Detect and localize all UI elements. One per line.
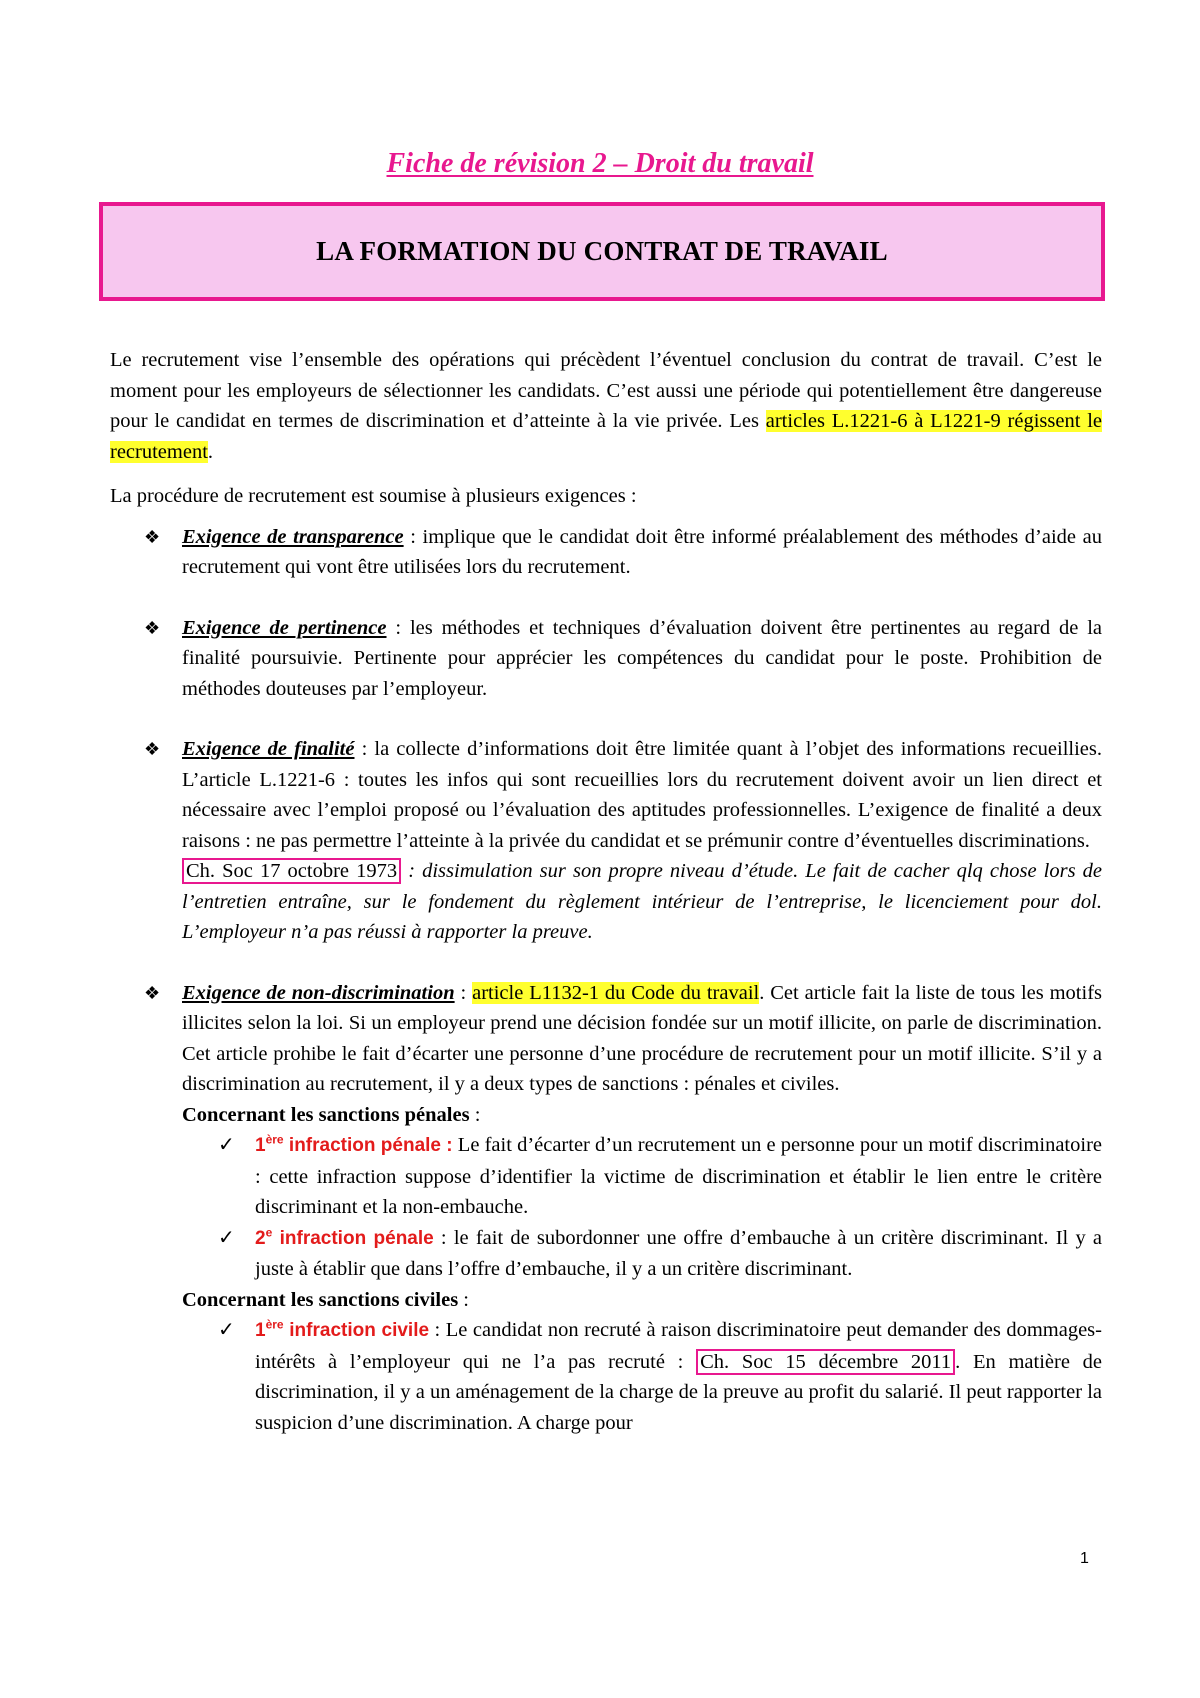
infraction-text-after: . En matière de discrimination, il y a un aménagement de la charge de la preuve au profit du salarié. Il peut rapporter la suspicion d’une discrimination. A charge pour: [255, 1350, 1102, 1434]
infraction-label: [255, 1132, 453, 1156]
civiles-heading-text: Concernant les sanctions civiles: [182, 1288, 459, 1311]
infraction-text: : le fait de subordonner une offre d’embauche à un critère discriminant. Il y a juste à établir que dans l’offre d’embauche, il y a un critère discriminant.: [255, 1226, 1103, 1280]
penales-heading-text: Concernant les sanctions pénales: [182, 1103, 470, 1126]
bullet-text: : les méthodes et techniques d’évaluation doivent être pertinentes au regard de la finalité poursuivie. Pertinente pour apprécier les compétences du candidat pour le poste. Prohibition de méthodes douteuses par l’employeur.: [182, 616, 1102, 700]
page-number: 1: [1080, 1550, 1089, 1567]
case-reference: Ch. Soc 17 octobre 1973: [182, 858, 401, 884]
banner-title: LA FORMATION DU CONTRAT DE TRAVAIL: [316, 236, 888, 266]
civile-item-1: [110, 1315, 1102, 1438]
infraction-label: [255, 1225, 434, 1249]
infraction-sup: ère: [265, 1132, 284, 1147]
intro-end: .: [207, 440, 214, 463]
bullet-sep: :: [454, 981, 473, 1004]
bullet-text: : la collecte d’informations doit être limitée quant à l’objet des informations recueillies. L’article L.1221-6 : toutes les infos qui sont recueillies lors du recrutement doivent avoir un lien direct et nécessaire avec l’emploi proposé ou l’évaluation des aptitudes professionnelles. L’exigence de finalité a deux raisons : ne pas permettre l’atteinte à la privée du candidat et se prémunir contre d’éventuelles discriminations.: [182, 738, 1102, 852]
case-reference: Ch. Soc 15 décembre 2011: [696, 1349, 955, 1375]
intro-text: Le recrutement vise l’ensemble des opérations qui précèdent l’éventuel conclusion du contrat de travail. C’est le moment pour les employeurs de sélectionner les candidats. C’est aussi une période qui potentiellement être dangereuse pour le candidat en termes de discrimination et d’atteinte à la vie privée. Les: [110, 349, 1102, 432]
bullet-finalite: [110, 734, 1102, 948]
penales-heading: [182, 1100, 1102, 1131]
infraction-num: 1: [255, 1320, 266, 1341]
infraction-label: [255, 1317, 430, 1341]
bullet-non-discrimination: [110, 978, 1102, 1100]
case-summary: dissimulation sur son propre niveau d’étude. Le fait de cacher qlq chose lors de l’entretien entraîne, sur le fondement du règlement intérieur de l’entreprise, le licenciement pour dol. L’employeur n’a pas réussi à rapporter la preuve.: [182, 860, 1102, 943]
checkmark-icon: ✓: [218, 1134, 235, 1156]
infraction-num: 1: [255, 1135, 266, 1156]
intro-paragraph: [110, 345, 1102, 467]
bullet-term: Exigence de finalité: [182, 738, 355, 760]
diamond-bullet-icon: ❖: [144, 982, 161, 1003]
checkmark-icon: ✓: [218, 1319, 235, 1341]
diamond-bullet-icon: ❖: [144, 526, 161, 547]
document-title: Fiche de révision 2 – Droit du travail: [386, 148, 814, 179]
bullet-text: : implique que le candidat doit être informé préalablement des méthodes d’aide au recrutement qui vont être utilisées lors du recrutement.: [182, 525, 1102, 578]
checkmark-icon: ✓: [218, 1226, 235, 1249]
penales-heading-suffix: :: [469, 1103, 481, 1126]
infraction-text: : Le candidat non recruté à raison discriminatoire peut demander des dommages-intérêts à l’employeur qui ne l’a pas recruté :: [255, 1319, 1102, 1373]
penale-item-1: [110, 1130, 1102, 1223]
infraction-num: 2: [255, 1227, 266, 1249]
diamond-bullet-icon: ❖: [144, 617, 161, 638]
infraction-text: Le fait d’écarter d’un recrutement un e personne pour un motif discriminatoire : cette infraction suppose d’identifier la victime de discrimination et établir le lien entre le critère discriminant et la non-embauche.: [255, 1134, 1102, 1218]
bullet-transparence: [110, 522, 1102, 583]
bullet-text: . Cet article fait la liste de tous les motifs illicites selon la loi. Si un employeur prend une décision fondée sur un motif illicite, on parle de discrimination. Cet article prohibe le fait d’écarter une personne d’une procédure de recrutement pour un motif illicite. S’il y a discrimination au recrutement, il y a deux types de sanctions : pénales et civiles.: [182, 981, 1103, 1095]
infraction-label-text: infraction pénale :: [283, 1135, 453, 1156]
intro-highlight: articles L.1221-6 à L1221-9 régissent le recrutement: [110, 410, 1102, 463]
penale-item-2: [110, 1223, 1102, 1285]
infraction-label-text: infraction civile: [283, 1320, 430, 1341]
article-highlight: article L1132-1 du Code du travail: [472, 981, 760, 1004]
civiles-heading-suffix: :: [458, 1288, 469, 1311]
bullet-term: Exigence de non-discrimination: [182, 981, 455, 1004]
infraction-sup: ère: [265, 1317, 284, 1332]
bullet-term: Exigence de transparence: [182, 525, 404, 548]
civiles-heading: [182, 1285, 1102, 1316]
case-ref-sep: :: [401, 860, 423, 882]
procedure-paragraph: La procédure de recrutement est soumise à plusieurs exigences :: [110, 485, 637, 507]
diamond-bullet-icon: ❖: [144, 739, 161, 759]
infraction-sup: e: [265, 1225, 273, 1240]
bullet-pertinence: [110, 613, 1102, 705]
infraction-label-text: infraction pénale: [272, 1227, 434, 1249]
document-body: [110, 345, 1102, 1438]
section-banner: [99, 202, 1105, 301]
bullet-term: Exigence de pertinence: [182, 616, 387, 639]
